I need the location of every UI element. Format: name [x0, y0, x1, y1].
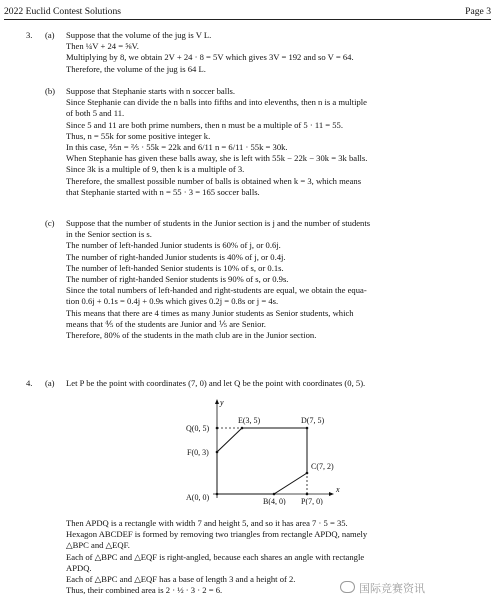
point-q — [216, 427, 219, 430]
y-axis-arrow-icon — [215, 399, 219, 404]
text-line: Therefore, the volume of the jug is 64 L. — [66, 63, 206, 74]
watermark-text: 国际竞赛资讯 — [359, 582, 425, 595]
text-line: The number of right-handed Junior students is 40% of j, or 0.4j. — [66, 251, 286, 262]
label-q: Q(0, 5) — [186, 424, 210, 433]
text-line: Then APDQ is a rectangle with width 7 and height 5, and so it has area 7 · 5 = 35. — [66, 518, 348, 528]
point-d — [306, 427, 309, 430]
text-line: In this case, ⅖n = ⅖ · 55k = 22k and 6/11 n = 6/11 · 55k = 30k. — [66, 142, 288, 153]
problem-3b — [45, 86, 465, 206]
header-title: 2022 Euclid Contest Solutions — [4, 6, 121, 17]
text-line: When Stephanie has given these balls away, she is left with 55k − 22k − 30k = 3k balls. — [66, 153, 368, 164]
text-line: Thus, n = 55k for some positive integer k. — [66, 130, 211, 141]
wechat-icon — [340, 581, 355, 593]
label-a: A(0, 0) — [186, 493, 210, 502]
intro-line: Let P be the point with coordinates (7, 0) and let Q be the point with coordinates (0, 5). — [66, 378, 366, 388]
text-line: Since Stephanie can divide the n balls into fifths and into elevenths, then n is a multiple — [66, 97, 367, 108]
part-label: (a) — [45, 30, 55, 40]
part-label: (b) — [45, 86, 56, 96]
text-line: Multiplying by 8, we obtain 2V + 24 · 8 = 5V which gives 3V = 192 and so V = 64. — [66, 52, 354, 63]
text-line: in the Senior section is s. — [66, 229, 152, 240]
text-line: that Stephanie started with n = 55 · 3 = 165 soccer balls. — [66, 186, 260, 197]
point-c — [306, 472, 309, 475]
point-a — [216, 493, 219, 496]
part-body — [66, 218, 462, 341]
problem-3a — [45, 30, 465, 80]
part-label: (c) — [45, 218, 55, 228]
part-body — [66, 86, 462, 198]
text-line: of both 5 and 11. — [66, 108, 125, 119]
text-line: The number of left-handed Junior students is 60% of j, or 0.6j. — [66, 240, 281, 251]
text-line: Thus, their combined area is 2 · ½ · 3 · 2 = 6. — [66, 585, 223, 596]
page-header — [4, 6, 491, 20]
point-e — [241, 427, 244, 430]
hexagon-figure — [180, 397, 350, 505]
label-b: B(4, 0) — [263, 497, 286, 505]
label-e: E(3, 5) — [238, 416, 261, 425]
text-line: Suppose that Stephanie starts with n soccer balls. — [66, 86, 235, 96]
point-b — [273, 493, 276, 496]
text-line: Then ¼V + 24 = ⅝V. — [66, 41, 139, 52]
text-line: APDQ. — [66, 562, 92, 573]
text-line: Therefore, 80% of the students in the math club are in the Junior section. — [66, 330, 317, 341]
hexagon-outline — [217, 428, 307, 494]
text-line: Therefore, the smallest possible number of balls is obtained when k = 3, which means — [66, 175, 362, 186]
label-p: P(7, 0) — [301, 497, 323, 505]
text-line: The number of left-handed Senior students is 10% of s, or 0.1s. — [66, 262, 284, 273]
text-line: Each of △BPC and △EQF has a base of length 3 and a height of 2. — [66, 574, 296, 585]
problem-number-3: 3. — [26, 30, 33, 40]
page-number: Page 3 — [465, 6, 491, 17]
text-line: This means that there are 4 times as many Junior students as Senior students, which — [66, 307, 354, 318]
point-f — [216, 451, 219, 454]
text-line: The number of right-handed Senior students is 90% of s, or 0.9s. — [66, 274, 289, 285]
text-line: △BPC and △EQF. — [66, 540, 130, 551]
text-line: Suppose that the number of students in the Junior section is j and the number of students — [66, 218, 371, 228]
label-d: D(7, 5) — [301, 416, 325, 425]
text-line: Suppose that the volume of the jug is V L. — [66, 30, 212, 40]
x-axis-arrow-icon — [329, 492, 334, 496]
problem-3c — [45, 218, 465, 348]
text-line: means that ⅘ of the students are Junior and ⅕ are Senior. — [66, 318, 266, 329]
y-axis-label: y — [220, 398, 224, 407]
watermark — [340, 581, 425, 594]
part-label: (a) — [45, 378, 55, 388]
text-line: Since 5 and 11 are both prime numbers, then n must be a multiple of 5 · 11 = 55. — [66, 119, 344, 130]
x-axis-label: x — [336, 485, 340, 494]
text-line: Since 3k is a multiple of 9, then k is a multiple of 3. — [66, 164, 245, 175]
label-c: C(7, 2) — [311, 462, 334, 471]
problem-number-4: 4. — [26, 378, 33, 388]
part-body — [66, 30, 462, 75]
text-line: Hexagon ABCDEF is formed by removing two triangles from rectangle APDQ, namely — [66, 529, 368, 540]
problem-4a-intro — [45, 378, 465, 392]
text-line: Each of △BPC and △EQF is right-angled, because each shares an angle with rectangle — [66, 551, 365, 562]
text-line: tion 0.6j + 0.1s = 0.4j + 0.9s which gives 0.2j = 0.8s or j = 4s. — [66, 296, 279, 307]
text-line: Since the total numbers of left-handed and right-students are equal, we obtain the equa- — [66, 285, 367, 296]
label-f: F(0, 3) — [187, 448, 209, 457]
point-p — [306, 493, 309, 496]
